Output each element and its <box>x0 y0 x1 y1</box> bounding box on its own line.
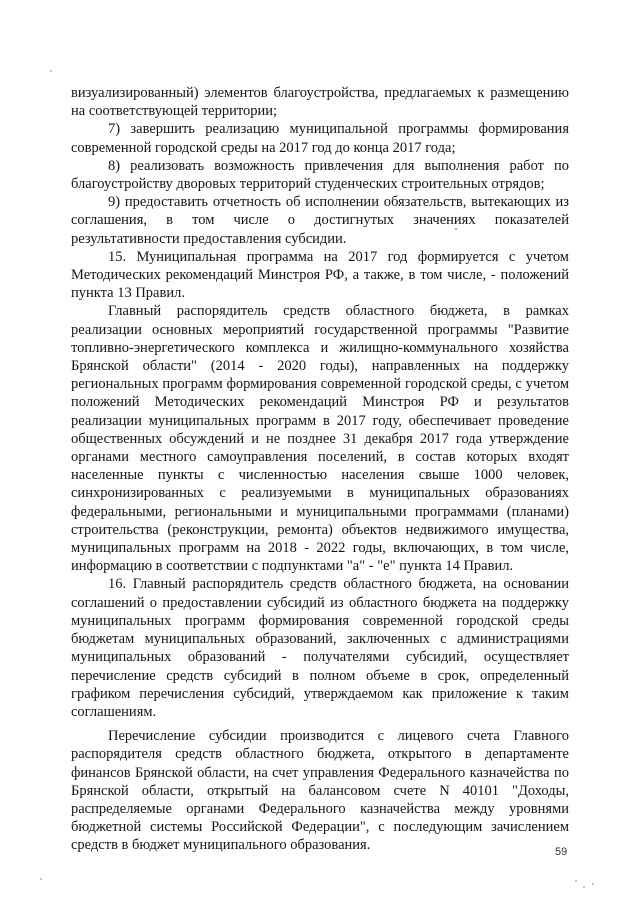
scan-speck <box>40 878 42 880</box>
scan-speck <box>50 70 52 72</box>
document-body <box>71 84 569 855</box>
paragraph-clause-16: 16. Главный распорядитель средств областного бюджета, на основании соглашений о предоставлении субсидий из областного бюджета на поддержку муниципальных программ формирования современной городской среды бюджетам муниципальных образований, заключенных с администрациями муниципальных образований - получателями субсидий, осуществляет перечисление средств субсидий в полном объеме в срок, определенный графиком перечисления субсидий, утверждаемом как приложение к таким соглашениям. <box>71 576 569 720</box>
scan-speck <box>455 228 457 230</box>
paragraph-item-7: 7) завершить реализацию муниципальной программы формирования современной городской среды на 2017 год до конца 2017 года; <box>71 121 569 156</box>
paragraph-clause-15: 15. Муниципальная программа на 2017 год формируется с учетом Методических рекомендаций Минстроя РФ, а также, в том числе, - положений пункта 13 Правил. <box>71 248 569 302</box>
paragraph-item-8: 8) реализовать возможность привлечения для выполнения работ по благоустройству дворовых территорий студенческих строительных отрядов; <box>71 157 569 193</box>
paragraph-chief-administrator: Главный распорядитель средств областного бюджета, в рамках реализации основных мероприятий государственной программы "Развитие топливно-энергетического комплекса и жилищно-коммунального хозяйства Брянской области" (2014 - 2020 годы), направленных на поддержку региональных программ формирования современной городской среды, с учетом положений Методических рекомендаций Минстроя РФ и результатов реализации муниципальных программ в 2017 году, обеспечивает проведение общественных обсуждений и не позднее 31 декабря 2017 года утверждение органами местного самоуправления поселений, в состав которых входят населенные пункты с численностью населения свыше 1000 человек, синхронизированных с реализуемыми в муниципальных образованиях федеральными, региональными и муниципальными программами (планами) строительства (реконструкции, ремонта) объектов недвижимого имущества, муниципальных программ на 2018 - 2022 годы, включающих, в том числе, информацию в соответствии с подпунктами "а" - "е" пункта 14 Правил. <box>71 303 569 575</box>
page-number: 59 <box>555 846 568 858</box>
paragraph-continuation: визуализированный) элементов благоустройства, предлагаемых к размещению на соответствующей территории; <box>71 85 569 120</box>
paragraph-item-9: 9) предоставить отчетность об исполнении обязательств, вытекающих из соглашения, в том числе о достигнутых значениях показателей результативности предоставления субсидии. <box>71 194 569 247</box>
scan-speck <box>575 880 577 882</box>
scan-speck <box>583 886 585 888</box>
paragraph-subsidy-transfer: Перечисление субсидии производится с лицевого счета Главного распорядителя средств областного бюджета, открытого в департаменте финансов Брянской области, на счет управления Федерального казначейства по Брянской области, открытый на балансовом счете N 40101 "Доходы, распределяемые органами Федерального казначейства между уровнями бюджетной системы Российской Федерации", с последующим зачислением средств в бюджет муниципального образования. <box>71 728 569 854</box>
scan-speck <box>592 883 594 885</box>
